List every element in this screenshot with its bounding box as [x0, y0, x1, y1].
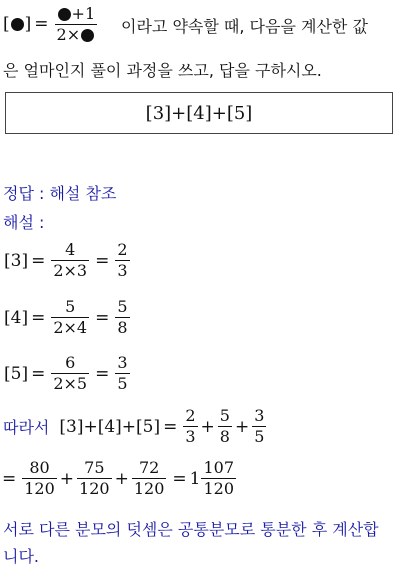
fraction-denominator: 120	[133, 479, 165, 498]
equals-sign: =	[34, 14, 49, 34]
fraction-numerator: 3	[117, 353, 128, 372]
fraction-numerator: 5	[117, 297, 128, 316]
black-circle-icon	[58, 8, 71, 21]
fraction-numerator: 6	[65, 353, 76, 372]
solution-label: 해설 :	[3, 213, 45, 232]
result-fraction	[115, 241, 129, 280]
final-line	[2, 459, 239, 498]
common-denominator-fraction	[132, 459, 167, 498]
black-circle-icon	[81, 29, 94, 42]
definition-formula	[3, 2, 100, 46]
fraction-denominator: 2×3	[53, 261, 88, 280]
fraction-denominator: 5	[117, 374, 128, 393]
step-fraction	[51, 241, 89, 280]
fraction-numerator: 75	[84, 458, 105, 477]
fraction-numerator: 5	[65, 297, 76, 316]
fraction-denominator: 5	[254, 427, 265, 446]
problem-text-line2: 은 얼마인지 풀이 과정을 쓰고, 답을 구하시오.	[3, 61, 322, 80]
plus-sign: +	[234, 416, 250, 437]
fraction-numerator: 5	[219, 406, 230, 425]
solution-step-2	[4, 298, 133, 337]
step-lhs: [4]	[4, 307, 29, 328]
bracket-close: ]	[24, 14, 32, 34]
common-denominator-fraction	[77, 459, 112, 498]
equals-sign: =	[172, 468, 187, 489]
fraction-denominator: 3	[117, 261, 128, 280]
therefore-prefix: 따라서	[3, 418, 50, 437]
definition-fraction	[55, 5, 98, 44]
equals-sign: =	[31, 250, 46, 271]
common-denominator-fraction	[22, 459, 57, 498]
fraction-numerator: 72	[138, 458, 160, 477]
fraction-denominator: 120	[79, 479, 110, 498]
equals-sign: =	[95, 250, 110, 271]
sum-fraction	[218, 407, 232, 446]
step-lhs: [5]	[4, 363, 29, 384]
black-circle-icon	[11, 18, 24, 31]
sum-fraction	[183, 407, 197, 446]
expression-text: [3]+[4]+[5]	[145, 102, 253, 124]
equals-sign: =	[31, 363, 46, 384]
fraction-denominator: 2×4	[53, 318, 88, 337]
solution-step-3	[4, 354, 133, 393]
definition-numerator: +1	[55, 5, 98, 24]
plus-sign: +	[59, 468, 75, 489]
fraction-denominator: 8	[117, 318, 128, 337]
fraction-denominator: 120	[203, 479, 235, 498]
fraction-numerator: 2	[185, 406, 196, 425]
problem-text-line1: 이라고 약속할 때, 다음을 계산한 값	[121, 17, 368, 36]
step-fraction	[51, 298, 89, 337]
equals-sign: =	[163, 416, 178, 437]
therefore-expression: [3]+[4]+[5]	[59, 416, 161, 437]
result-fraction	[115, 354, 129, 393]
note-line2: 니다.	[3, 547, 39, 566]
fraction-denominator: 2×5	[53, 374, 88, 393]
step-fraction	[51, 354, 89, 393]
final-fraction	[201, 459, 236, 498]
fraction-denominator: 120	[24, 479, 55, 498]
therefore-line	[3, 407, 269, 446]
fraction-numerator: 80	[29, 458, 50, 477]
step-lhs: [3]	[4, 250, 29, 271]
sum-fraction	[252, 407, 266, 446]
fraction-numerator: 3	[254, 406, 265, 425]
fraction-numerator: 107	[203, 458, 235, 477]
equals-sign: =	[95, 363, 110, 384]
equals-sign: =	[95, 307, 110, 328]
final-answer	[190, 459, 239, 498]
equals-sign: =	[31, 307, 46, 328]
expression-box	[5, 92, 393, 134]
fraction-denominator: 3	[185, 427, 196, 446]
definition-denominator: 2×	[55, 24, 98, 44]
fraction-numerator: 2	[117, 240, 128, 259]
final-whole: 1	[189, 468, 201, 489]
solution-step-1	[4, 241, 133, 280]
plus-sign: +	[200, 416, 215, 437]
bracket-open: [	[3, 14, 10, 34]
fraction-denominator: 8	[219, 427, 230, 446]
result-fraction	[115, 298, 129, 337]
note-line1: 서로 다른 분모의 덧셈은 공통분모로 통분한 후 계산합	[3, 520, 379, 539]
plus-sign: +	[114, 468, 129, 489]
fraction-numerator: 4	[65, 240, 76, 259]
answer-label: 정답 : 해설 참조	[3, 184, 117, 203]
equals-sign: =	[2, 468, 17, 489]
